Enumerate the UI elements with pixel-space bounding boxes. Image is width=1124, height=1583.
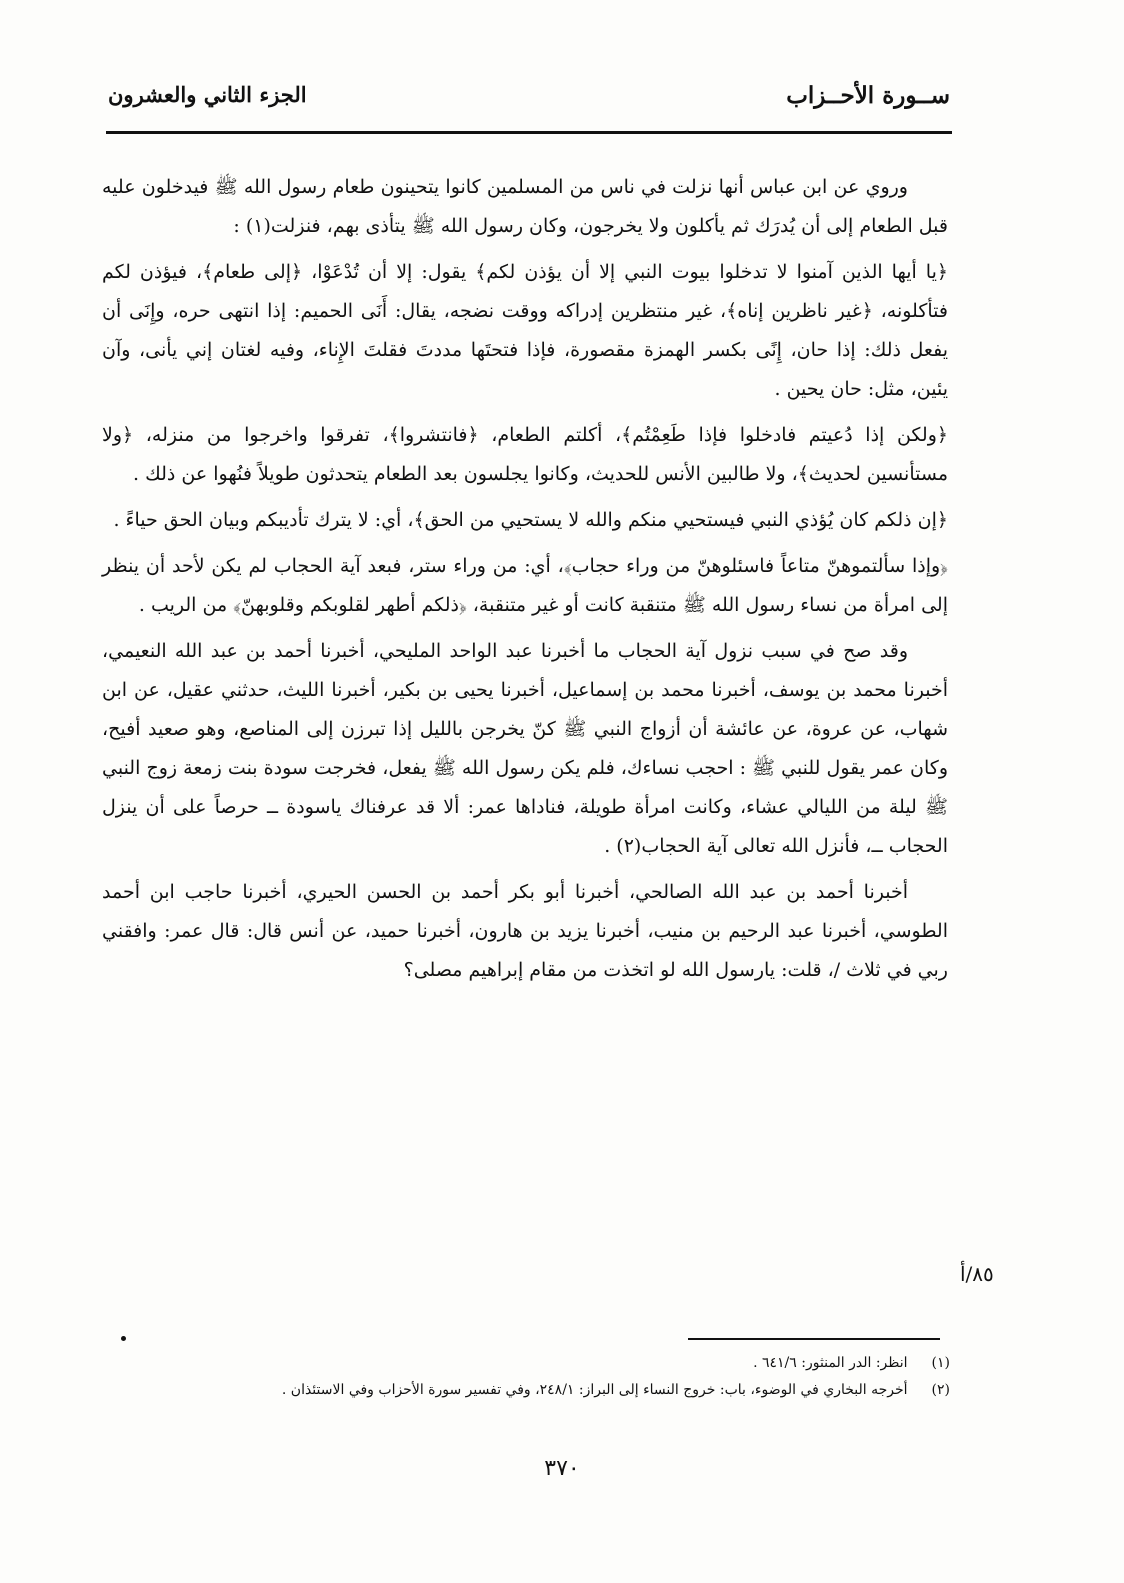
main-text: [102, 168, 948, 997]
footnote-rule: [688, 1338, 940, 1340]
footnote-number: (١): [931, 1355, 950, 1371]
paragraph-verse-modesty: ﴿إن ذلكم كان يُؤذي النبي فيستحيي منكم والله لا يستحيي من الحق﴾، أي: لا يترك تأديبكم وبيان الحق حياءً .: [113, 509, 948, 531]
page-number: ٣٧٠: [544, 1456, 580, 1481]
paragraph-hadith-umar: أخبرنا أحمد بن عبد الله الصالحي، أخبرنا أبو بكر أحمد بن الحسن الحيري، أخبرنا حاجب ابن أحمد الطوسي، أخبرنا عبد الرحيم بن منيب، أخبرنا يزيد بن هارون، أخبرنا حميد، عن أنس قال: قال عمر: وافقني ربي في ثلاث /، قلت: يارسول الله لو اتخذت من مقام إبراهيم مصلى؟: [102, 881, 948, 981]
paragraph-hadith-aisha: وقد صح في سبب نزول آية الحجاب ما أخبرنا عبد الواحد المليحي، أخبرنا أحمد بن عبد الله النعيمي، أخبرنا محمد بن يوسف، أخبرنا محمد بن إسماعيل، أخبرنا يحيى بن بكير، أخبرنا الليث، حدثني عقيل، عن ابن شهاب، عن عروة، عن عائشة أن أزواج النبي ﷺ كنّ يخرجن بالليل إذا تبرزن إلى المناصع، وهو صعيد أفيح، وكان عمر يقول للنبي ﷺ : احجب نساءك، فلم يكن رسول الله ﷺ يفعل، فخرجت سودة بنت زمعة زوج النبي ﷺ ليلة من الليالي عشاء، وكانت امرأة طويلة، فناداها عمر: ألا قد عرفناك ياسودة ــ حرصاً على أن ينزل الحجاب ــ، فأنزل الله تعالى آية الحجاب(٢) .: [102, 640, 948, 857]
paragraph-verse-dispersal: ﴿ولكن إذا دُعيتم فادخلوا فإذا طَعِمْتُم﴾، أكلتم الطعام، ﴿فانتشروا﴾، تفرقوا واخرجوا من منزله، ﴿ولا مستأنسين لحديث﴾، ولا طالبين الأنس للحديث، وكانوا يجلسون بعد الطعام يتحدثون طويلاً فنُهوا عن ذلك .: [102, 424, 948, 485]
footnote-text: أخرجه البخاري في الوضوء، باب: خروج النساء إلى البراز: ٢٤٨/١، وفي تفسير سورة الأحزاب وفي الاستئذان .: [281, 1382, 908, 1398]
part-title: الجزء الثاني والعشرون: [108, 82, 307, 107]
paragraph-narration: وروي عن ابن عباس أنها نزلت في ناس من المسلمين كانوا يتحينون طعام رسول الله ﷺ فيدخلون عليه قبل الطعام إلى أن يُدرَك ثم يأكلون ولا يخرجون، وكان رسول الله ﷺ يتأذى بهم، فنزلت(١) :: [102, 176, 948, 237]
footnote: [118, 1377, 950, 1404]
running-header: [108, 82, 950, 120]
header-rule: [106, 131, 952, 134]
folio-margin-note: ٨٥/أ: [960, 1262, 994, 1286]
footnotes: [118, 1350, 950, 1404]
ink-dot: [121, 1336, 126, 1341]
footnote-text: انظر: الدر المنثور: ٦٤١/٦ .: [753, 1355, 908, 1371]
footnote-number: (٢): [931, 1382, 950, 1398]
paragraph-verse-hijab: ﴿وإذا سألتموهنّ متاعاً فاسئلوهنّ من وراء حجاب﴾، أي: من وراء ستر، فبعد آية الحجاب لم يكن لأحد أن ينظر إلى امرأة من نساء رسول الله ﷺ متنقبة كانت أو غير متنقبة، ﴿ذلكم أطهر لقلوبكم وقلوبهنّ﴾ من الريب .: [102, 555, 948, 616]
surah-title: ســورة الأحــزاب: [786, 82, 950, 109]
footnote: [118, 1350, 950, 1377]
paragraph-verse-entry: ﴿يا أيها الذين آمنوا لا تدخلوا بيوت النبي إلا أن يؤذن لكم﴾ يقول: إلا أن تُدْعَوْا، ﴿إلى طعام﴾، فيؤذن لكم فتأكلونه، ﴿غير ناظرين إناه﴾، غير منتظرين إدراكه ووقت نضجه، يقال: أَنَى الحميم: إذا انتهى حره، وإِنَى أن يفعل ذلك: إذا حان، إِنًى بكسر الهمزة مقصورة، فإذا فتحتَها مددتَ فقلتَ الإِناء، وفيه لغتان إني يأنى، وآن يئين، مثل: حان يحين .: [102, 261, 948, 400]
